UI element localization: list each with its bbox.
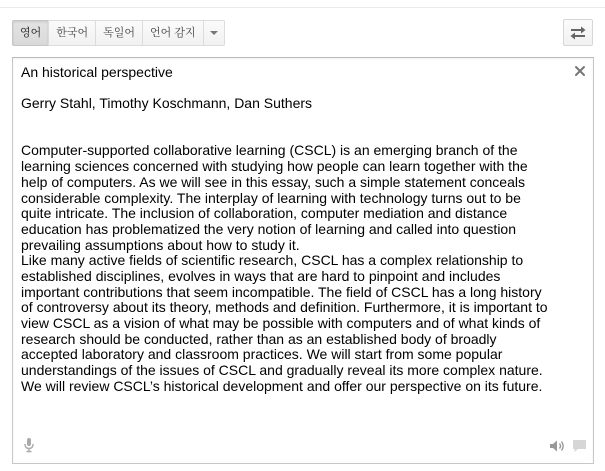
top-divider <box>0 7 605 8</box>
source-text-area[interactable] <box>12 57 594 464</box>
text-line: accepted laboratory and classroom practices. We will start from some popular <box>21 346 503 363</box>
language-dropdown-button[interactable] <box>203 20 225 46</box>
text-line: An historical perspective <box>21 64 173 80</box>
text-line: view CSCL as a vision of what may be possible with computers and of what kinds of <box>21 315 541 331</box>
microphone-icon[interactable] <box>23 437 35 453</box>
lang-button-korean[interactable]: 한국어 <box>48 20 96 46</box>
source-text[interactable] <box>21 65 576 394</box>
text-line: Like many active fields of scientific research, CSCL has a complex relationship to <box>21 252 524 269</box>
swap-languages-icon <box>569 26 587 40</box>
feedback-icon[interactable] <box>572 439 587 453</box>
text-line <box>21 112 576 128</box>
chevron-down-icon <box>210 31 218 35</box>
text-line: understandings of the issues of CSCL and gradually reveal its more complex nature. <box>21 362 543 379</box>
text-line: of controversy about its theory, methods and definition. Furthermore, it is important to <box>21 299 548 316</box>
text-line: learning sciences concerned with studying how people can learn together with the <box>21 158 528 175</box>
text-line: prevailing assumptions about how to study it. <box>21 236 300 253</box>
text-line: Computer-supported collaborative learning (CSCL) is an emerging branch of the <box>21 142 518 159</box>
close-icon[interactable] <box>573 64 587 78</box>
text-line <box>21 128 576 144</box>
text-line: research should be conducted, rather than as an established body of broadly <box>21 330 497 347</box>
text-line: Gerry Stahl, Timothy Koschmann, Dan Suthers <box>21 95 313 112</box>
speaker-icon[interactable] <box>549 439 565 453</box>
text-line: We will review CSCL’s historical development and offer our perspective on its future. <box>21 377 543 394</box>
swap-languages-button[interactable] <box>563 19 593 46</box>
lang-button-english[interactable]: 영어 <box>12 20 49 46</box>
lang-button-german[interactable]: 독일어 <box>95 20 143 46</box>
text-line: considerable complexity. The interplay of learning with technology turns out to be <box>21 189 521 206</box>
text-line <box>21 81 576 97</box>
text-line: important contributions that seem incompatible. The field of CSCL has a long history <box>21 283 542 300</box>
text-line: quite intricate. The inclusion of collaboration, computer mediation and distance <box>21 205 508 222</box>
lang-button-detect[interactable]: 언어 감지 <box>142 20 204 46</box>
text-line: education has problematized the very notion of learning and called into question <box>21 220 516 237</box>
text-line: help of computers. As we will see in this essay, such a simple statement conceals <box>21 173 525 190</box>
text-line: established disciplines, evolves in ways that are hard to pinpoint and includes <box>21 267 501 284</box>
source-language-bar <box>12 20 225 46</box>
